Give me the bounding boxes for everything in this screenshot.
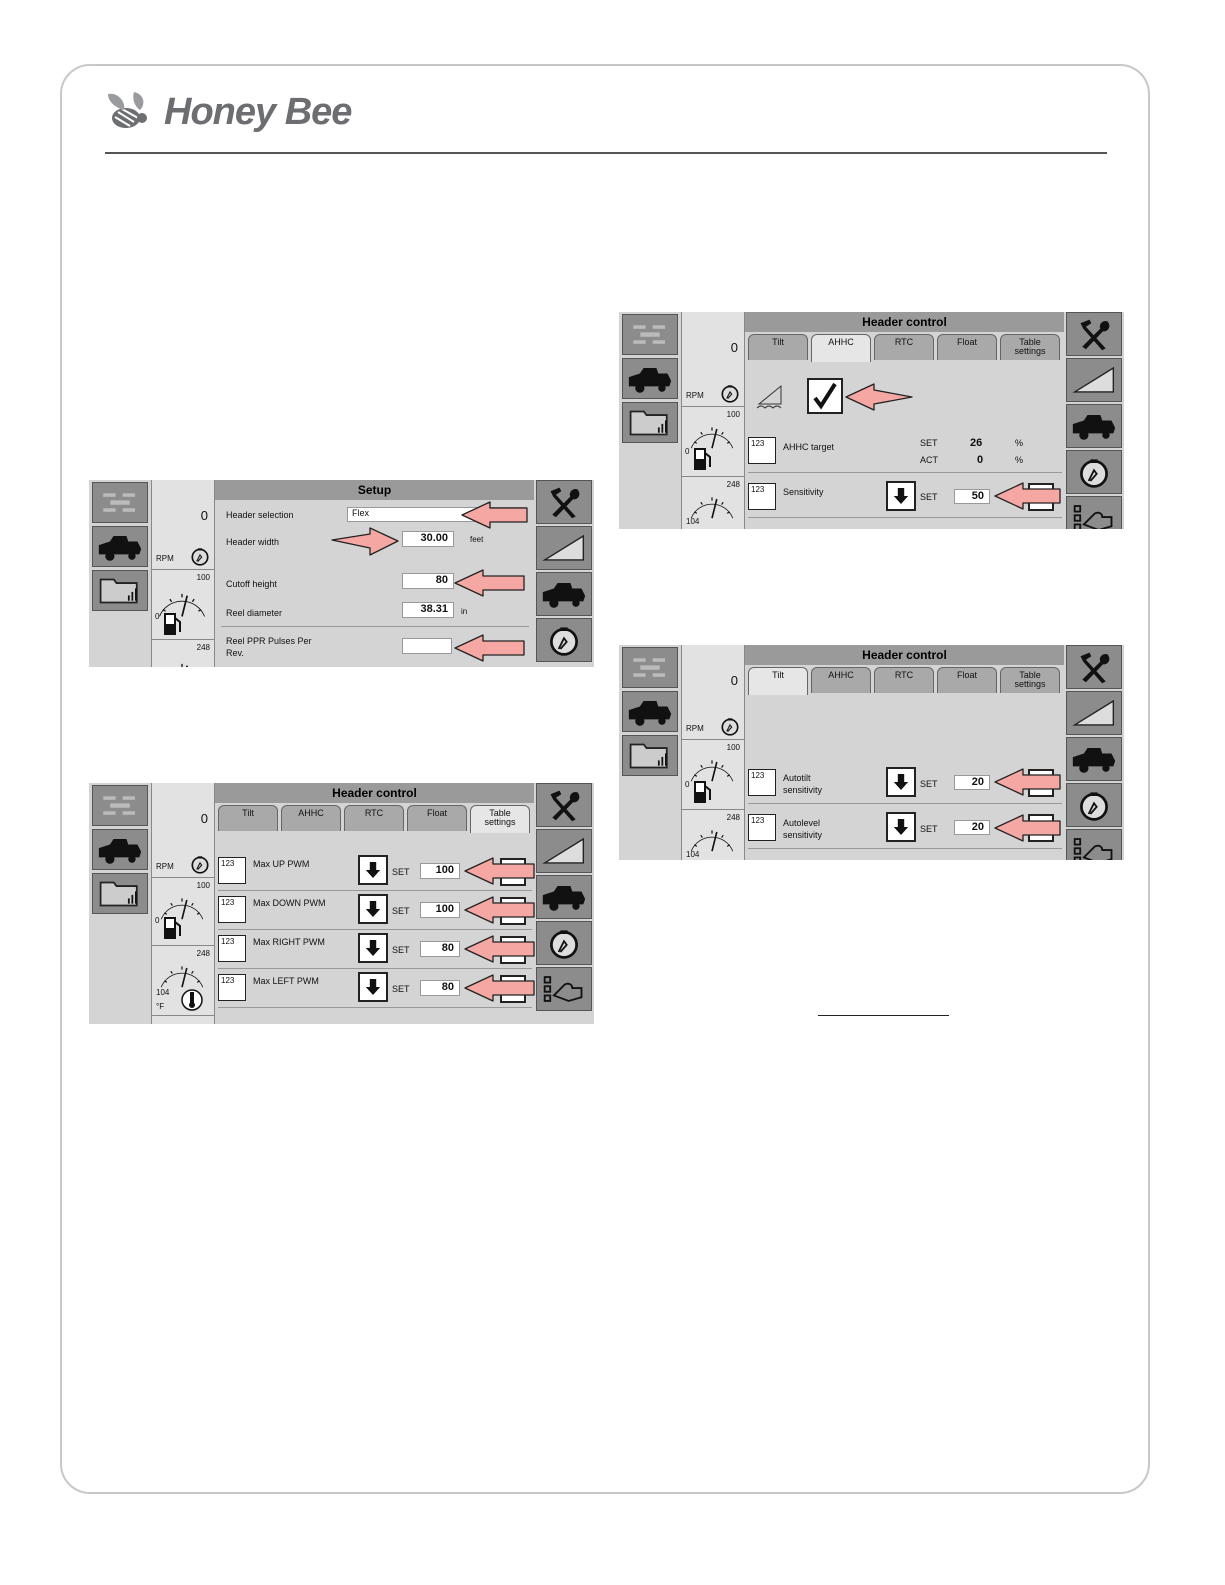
ahhc-target-set-unit: % — [1015, 438, 1024, 448]
cutoff-height-label: Cutoff height — [226, 579, 277, 589]
ramp-button[interactable] — [536, 526, 592, 570]
checkmark-icon — [809, 380, 841, 412]
ramp-button[interactable] — [1066, 691, 1122, 735]
rpm-label: RPM — [156, 862, 174, 871]
tab-rtc[interactable]: RTC — [874, 334, 934, 360]
header-width-label: Header width — [226, 537, 280, 547]
setup-screen — [89, 480, 594, 667]
fuel-max: 100 — [726, 743, 740, 752]
tab-float[interactable]: Float — [937, 667, 997, 693]
header-selection-label: Header selection — [226, 510, 294, 520]
screen-title: Setup — [215, 480, 534, 500]
fuel-min: 0 — [155, 612, 160, 621]
numeric-entry-icon: 123 — [748, 483, 776, 510]
increase-button[interactable] — [1028, 769, 1054, 797]
increase-button[interactable] — [500, 975, 526, 1003]
pwm-row — [215, 855, 534, 893]
reel-ppr-label-line1: Reel PPR Pulses Per — [226, 636, 312, 646]
increase-button[interactable] — [500, 936, 526, 964]
reel-diameter-unit: in — [461, 607, 468, 616]
lines-button[interactable] — [92, 482, 148, 523]
header-selection-field[interactable]: Flex — [347, 507, 527, 522]
pwm-screen — [89, 783, 594, 1024]
reel-ppr-field[interactable] — [402, 638, 452, 654]
gauge-column — [151, 783, 215, 1024]
lines-button[interactable] — [622, 314, 678, 355]
rpm-value: 0 — [730, 673, 738, 688]
engine-button[interactable] — [1066, 450, 1122, 494]
numeric-entry-icon: 123 — [748, 437, 776, 464]
screen-title: Header control — [215, 783, 534, 803]
tilt-screen — [619, 645, 1124, 860]
fuel-max: 100 — [196, 881, 210, 890]
numeric-entry-icon: 123 — [218, 896, 246, 923]
reel-diameter-label: Reel diameter — [226, 608, 283, 618]
autotilt-label-line2: sensitivity — [783, 785, 823, 795]
decrease-button[interactable] — [358, 972, 388, 1002]
increase-button[interactable] — [1028, 814, 1054, 842]
pwm-row — [215, 894, 534, 932]
fuel-pump-icon — [694, 780, 712, 804]
thermometer-icon — [180, 988, 204, 1012]
tab-rtc[interactable]: RTC — [344, 805, 404, 831]
ahhc-enable-checkbox[interactable] — [807, 378, 843, 414]
gauge-column — [681, 645, 745, 860]
increase-button[interactable] — [1028, 483, 1054, 511]
pwm-value-field[interactable]: 100 — [420, 902, 460, 918]
tab-table-settings[interactable]: Table settings — [470, 805, 530, 833]
engine-icon — [719, 382, 741, 404]
decrease-button[interactable] — [886, 481, 916, 511]
folder-button[interactable] — [622, 735, 678, 776]
set-label: SET — [392, 867, 410, 877]
rpm-label: RPM — [156, 554, 174, 563]
numeric-entry-icon: 123 — [748, 814, 776, 841]
combine-side-button[interactable] — [1066, 404, 1122, 448]
pwm-value-field[interactable]: 80 — [420, 980, 460, 996]
decrease-button[interactable] — [358, 855, 388, 885]
ahhc-target-label: AHHC target — [783, 442, 835, 452]
tab-bar — [215, 805, 534, 833]
pwm-row-label: Max LEFT PWM — [253, 976, 319, 986]
ramp-button[interactable] — [536, 829, 592, 873]
set-label: SET — [392, 945, 410, 955]
tab-float[interactable]: Float — [937, 334, 997, 360]
lines-button[interactable] — [92, 785, 148, 826]
manual-control-button[interactable] — [1066, 496, 1122, 529]
pwm-row-label: Max UP PWM — [253, 859, 310, 869]
decrease-button[interactable] — [358, 894, 388, 924]
tools-button[interactable] — [536, 783, 592, 827]
folder-button[interactable] — [622, 402, 678, 443]
header-divider — [105, 152, 1107, 154]
temp-max: 248 — [726, 480, 740, 489]
fuel-max: 100 — [196, 573, 210, 582]
fuel-max: 100 — [726, 410, 740, 419]
rpm-value: 0 — [730, 340, 738, 355]
ahhc-target-act-unit: % — [1015, 455, 1024, 465]
decrease-button[interactable] — [886, 767, 916, 797]
fuel-min: 0 — [685, 780, 690, 789]
temp-unit: °F — [156, 1002, 165, 1011]
header-width-field[interactable]: 30.00 — [402, 531, 454, 547]
fuel-min: 0 — [685, 447, 690, 456]
tab-bar — [745, 334, 1064, 362]
temp-gauge-icon — [156, 952, 208, 992]
engine-icon — [189, 853, 211, 875]
tab-float[interactable]: Float — [407, 805, 467, 831]
tab-rtc[interactable]: RTC — [874, 667, 934, 693]
engine-button[interactable] — [1066, 783, 1122, 827]
cutoff-height-field[interactable]: 80 — [402, 573, 454, 589]
combine-side-button[interactable] — [536, 875, 592, 919]
temp-gauge-icon — [156, 648, 208, 667]
combine-button[interactable] — [92, 829, 148, 870]
numeric-entry-icon: 123 — [748, 769, 776, 796]
brand-logo — [100, 86, 351, 138]
autolevel-label-line2: sensitivity — [783, 830, 823, 840]
act-label: ACT — [920, 455, 938, 465]
manual-control-button[interactable] — [536, 967, 592, 1011]
pwm-row-label: Max DOWN PWM — [253, 898, 326, 908]
tab-table-settings[interactable]: Table settings — [1000, 667, 1060, 693]
ramp-button[interactable] — [1066, 358, 1122, 402]
screen-title: Header control — [745, 645, 1064, 665]
decrease-button[interactable] — [358, 933, 388, 963]
tab-tilt[interactable]: Tilt — [218, 805, 278, 831]
engine-button[interactable] — [536, 618, 592, 662]
pwm-row-label: Max RIGHT PWM — [253, 937, 325, 947]
ahhc-target-set-value: 26 — [970, 437, 983, 449]
set-label: SET — [920, 824, 938, 834]
autotilt-value-field[interactable]: 20 — [954, 775, 990, 790]
pwm-value-field[interactable]: 100 — [420, 863, 460, 879]
ahhc-screen — [619, 312, 1124, 529]
set-label: SET — [920, 438, 938, 448]
tools-button[interactable] — [1066, 645, 1122, 689]
reel-ppr-label-line2: Rev. — [226, 648, 244, 658]
gauge-column — [681, 312, 745, 529]
rpm-value: 0 — [200, 811, 208, 826]
lines-button[interactable] — [622, 647, 678, 688]
numeric-entry-icon: 123 — [218, 935, 246, 962]
autolevel-value-field[interactable]: 20 — [954, 820, 990, 835]
tab-ahhc[interactable]: AHHC — [281, 805, 341, 831]
increase-button[interactable] — [500, 897, 526, 925]
set-label: SET — [392, 984, 410, 994]
pwm-row — [215, 972, 534, 1010]
temp-min: 104 — [156, 988, 170, 997]
screen-title: Header control — [745, 312, 1064, 332]
combine-side-button[interactable] — [1066, 737, 1122, 781]
autotilt-label-line1: Autotilt — [783, 773, 811, 783]
combine-side-button[interactable] — [536, 572, 592, 616]
engine-button[interactable] — [536, 921, 592, 965]
rpm-value: 0 — [200, 508, 208, 523]
set-label: SET — [920, 492, 938, 502]
temp-min: 104 — [686, 517, 700, 526]
fuel-pump-icon — [164, 916, 182, 940]
gauge-column — [151, 480, 215, 667]
decrease-button[interactable] — [886, 812, 916, 842]
set-label: SET — [392, 906, 410, 916]
rpm-label: RPM — [686, 391, 704, 400]
combine-button[interactable] — [622, 358, 678, 399]
tab-table-settings[interactable]: Table settings — [1000, 334, 1060, 360]
increase-button[interactable] — [500, 858, 526, 886]
numeric-entry-icon: 123 — [218, 974, 246, 1001]
manual-control-button[interactable] — [1066, 829, 1122, 860]
combine-button[interactable] — [622, 691, 678, 732]
tab-tilt[interactable]: Tilt — [748, 667, 808, 695]
fuel-pump-icon — [164, 612, 182, 636]
folder-button[interactable] — [92, 570, 148, 611]
combine-button[interactable] — [92, 526, 148, 567]
temp-max: 248 — [196, 643, 210, 652]
pwm-value-field[interactable]: 80 — [420, 941, 460, 957]
engine-icon — [719, 715, 741, 737]
numeric-entry-icon: 123 — [218, 857, 246, 884]
underline-rule — [818, 1015, 949, 1016]
folder-button[interactable] — [92, 873, 148, 914]
sensitivity-value-field[interactable]: 50 — [954, 489, 990, 504]
header-width-unit: feet — [470, 535, 484, 544]
ground-height-icon — [755, 382, 789, 412]
tab-bar — [745, 667, 1064, 695]
ahhc-target-act-value: 0 — [977, 454, 984, 466]
temp-max: 248 — [726, 813, 740, 822]
fuel-min: 0 — [155, 916, 160, 925]
tab-ahhc[interactable]: AHHC — [811, 334, 871, 362]
autolevel-label-line1: Autolevel — [783, 818, 821, 828]
tab-tilt[interactable]: Tilt — [748, 334, 808, 360]
tools-button[interactable] — [1066, 312, 1122, 356]
sensitivity-label: Sensitivity — [783, 487, 824, 497]
fuel-pump-icon — [694, 447, 712, 471]
rpm-label: RPM — [686, 724, 704, 733]
bee-icon — [100, 88, 156, 136]
set-label: SET — [920, 779, 938, 789]
reel-diameter-field[interactable]: 38.31 — [402, 602, 454, 618]
tab-ahhc[interactable]: AHHC — [811, 667, 871, 693]
temp-max: 248 — [196, 949, 210, 958]
tools-button[interactable] — [536, 480, 592, 524]
temp-min: 104 — [686, 850, 700, 859]
pwm-row — [215, 933, 534, 971]
engine-icon — [189, 545, 211, 567]
brand-name: Honey Bee — [164, 90, 352, 133]
